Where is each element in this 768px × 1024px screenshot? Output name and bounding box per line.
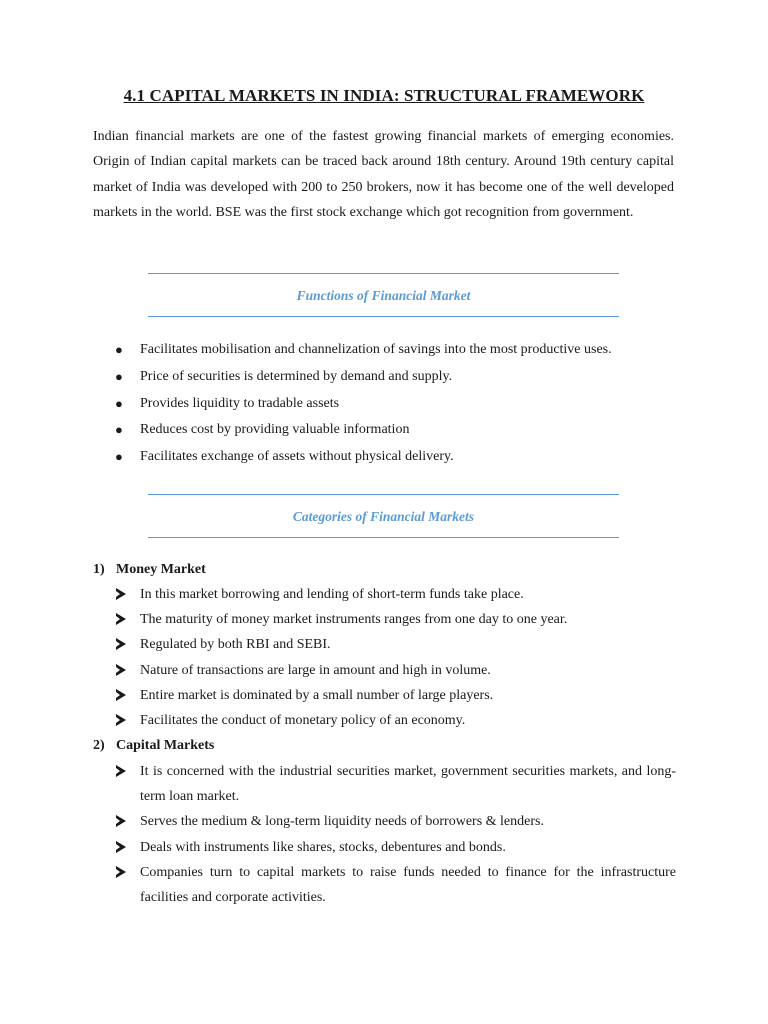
arrow-bullet-icon [116,765,126,777]
list-item [113,448,693,475]
list-item-text: Reduces cost by providing valuable information [140,422,410,438]
functions-heading: Functions of Financial Market [296,288,471,303]
capital-markets-list [116,759,676,910]
bullet-icon: ● [115,449,123,465]
section-rule-bottom [148,537,619,538]
section-rule-bottom [148,316,619,317]
heading-number: 2) [93,738,105,753]
list-item [116,607,676,632]
list-item-text: Deals with instruments like shares, stocks, debentures and bonds. [140,839,506,855]
list-item [116,582,676,607]
list-item-text: Provides liquidity to tradable assets [140,395,340,411]
intro-paragraph: Indian financial markets are one of the fastest growing financial markets of emerging economies. Origin of Indian capital markets can be traced back around 18th century. Around 19th century capital market of India was developed with 200 to 250 brokers, now it has become one of the well developed markets in the world. BSE was the first stock exchange which got recognition from government. [93,129,674,221]
list-item [116,658,676,683]
list-item-text: Facilitates mobilisation and channelization of savings into the most productive uses. [140,342,612,357]
list-item-text: Facilitates the conduct of monetary policy of an economy. [140,713,466,729]
list-item-text: Regulated by both RBI and SEBI. [140,637,331,653]
list-item [113,395,693,422]
money-market-heading [93,562,206,578]
list-item [113,421,693,448]
bullet-icon: ● [115,342,123,357]
list-item-text: Entire market is dominated by a small number of large players. [140,687,494,703]
list-item [116,683,676,708]
list-item-text: Price of securities is determined by demand and supply. [140,368,453,384]
list-item [116,860,676,910]
list-item [113,368,693,395]
arrow-bullet-icon [116,588,126,600]
money-market-list [116,582,676,733]
list-item-text: In this market borrowing and lending of short-term funds take place. [140,587,524,602]
bullet-icon: ● [115,395,123,411]
heading-text: Money Market [116,562,206,577]
list-item [116,708,676,733]
heading-number: 1) [93,562,105,577]
list-item [116,835,676,860]
arrow-bullet-icon [116,714,126,726]
list-item-text: Companies turn to capital markets to raise funds needed to finance for the infrastructure facilities and corporate activities. [140,864,676,906]
functions-list [113,341,693,475]
list-item [113,341,693,368]
arrow-bullet-icon [116,815,126,827]
list-item [116,632,676,657]
bullet-icon: ● [115,368,123,384]
list-item-text: Facilitates exchange of assets without physical delivery. [140,449,454,465]
list-item-text: The maturity of money market instruments ranges from one day to one year. [140,612,568,628]
list-item [116,759,676,809]
categories-heading: Categories of Financial Markets [292,509,475,524]
page-title: 4.1 CAPITAL MARKETS IN INDIA: STRUCTURAL FRAMEWORK [123,86,645,105]
section-rule-top [148,494,619,495]
list-item-text: It is concerned with the industrial securities market, government securities markets, and long- term loan market. [140,764,676,805]
arrow-bullet-icon [116,613,126,625]
arrow-bullet-icon [116,841,126,853]
list-item-text: Nature of transactions are large in amount and high in volume. [140,662,491,678]
heading-text: Capital Markets [116,738,215,753]
capital-markets-heading [93,738,214,754]
list-item [116,809,676,834]
arrow-bullet-icon [116,664,126,676]
arrow-bullet-icon [116,866,126,878]
arrow-bullet-icon [116,638,126,650]
list-item-text: Serves the medium & long-term liquidity needs of borrowers & lenders. [140,814,544,830]
section-rule-top [148,273,619,274]
bullet-icon: ● [115,422,123,438]
arrow-bullet-icon [116,689,126,701]
